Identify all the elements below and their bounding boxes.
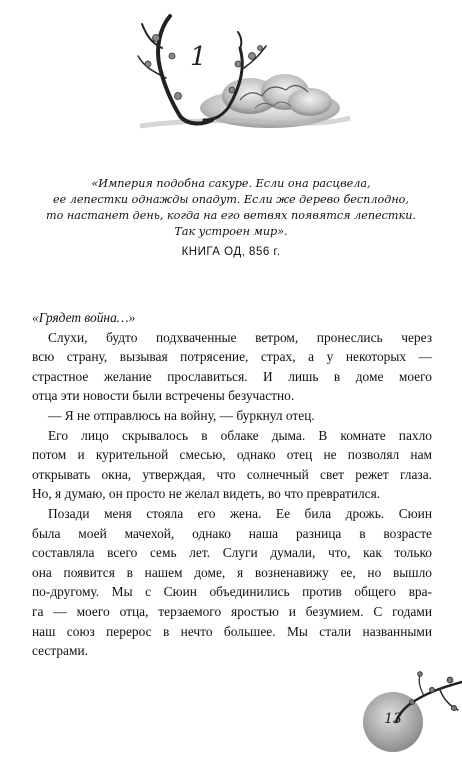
body-line: страстное желание прославиться. И лишь в доме моего <box>32 368 432 384</box>
body-line: Слухи, будто подхваченные ветром, пронеслись через <box>48 329 432 345</box>
body-line: составляла всего семь лет. Слуги думали, что, как только <box>32 545 432 561</box>
epigraph-line: Так устроен мир». <box>174 225 288 238</box>
plum-branch-cloud-illustration <box>120 8 360 148</box>
page-number: 13 <box>384 711 402 727</box>
chapter-number: 1 <box>190 42 207 72</box>
body-line: всю страну, вызывая потрясение, страх, а у некоторых — <box>32 349 432 365</box>
epigraph-line: то настанет день, когда на его ветвях появятся лепестки. <box>46 209 416 222</box>
body-line: она появится в нашем доме, я возненавижу ее, но вышло <box>32 564 432 580</box>
body-line: открывать окна, утверждая, что солнечный свет режет глаза. <box>32 466 432 482</box>
body-line: сестрами. <box>32 643 88 659</box>
epigraph-line: ее лепестки однажды опадут. Если же дерево бесплодно, <box>53 193 409 206</box>
epigraph-source: КНИГА ОД, 856 г. <box>181 246 281 258</box>
epigraph <box>36 176 426 240</box>
page-corner-illustration <box>340 660 462 760</box>
body-line: потом и курительной смесью, однако отец не позволял нам <box>32 447 432 463</box>
body-line: Но, я думаю, он просто не желал видеть, во что превратился. <box>32 486 381 502</box>
body-line: по-другому. Мы с Сюин объединились против общего вра- <box>32 584 432 600</box>
body-line: «Грядет война…» <box>32 310 136 325</box>
body-line: отца эти новости были встречены безучастно. <box>32 388 295 404</box>
body-line: наш союз перерос в нечто большее. Мы стали названными <box>32 623 432 639</box>
body-line: га — моего отца, терзаемого яростью и безумием. С годами <box>32 603 432 619</box>
chapter-body-text <box>32 308 432 661</box>
body-line: — Я не отправлюсь на войну, — буркнул отец. <box>48 407 315 423</box>
body-line: была моей мачехой, однако наша разница в возрасте <box>32 525 432 541</box>
body-line: Его лицо скрывалось в облаке дыма. В комнате пахло <box>48 427 432 443</box>
body-line: Позади меня стояла его жена. Ее била дрожь. Сюин <box>48 505 432 521</box>
epigraph-line: «Империя подобна сакуре. Если она расцвела, <box>91 177 371 190</box>
